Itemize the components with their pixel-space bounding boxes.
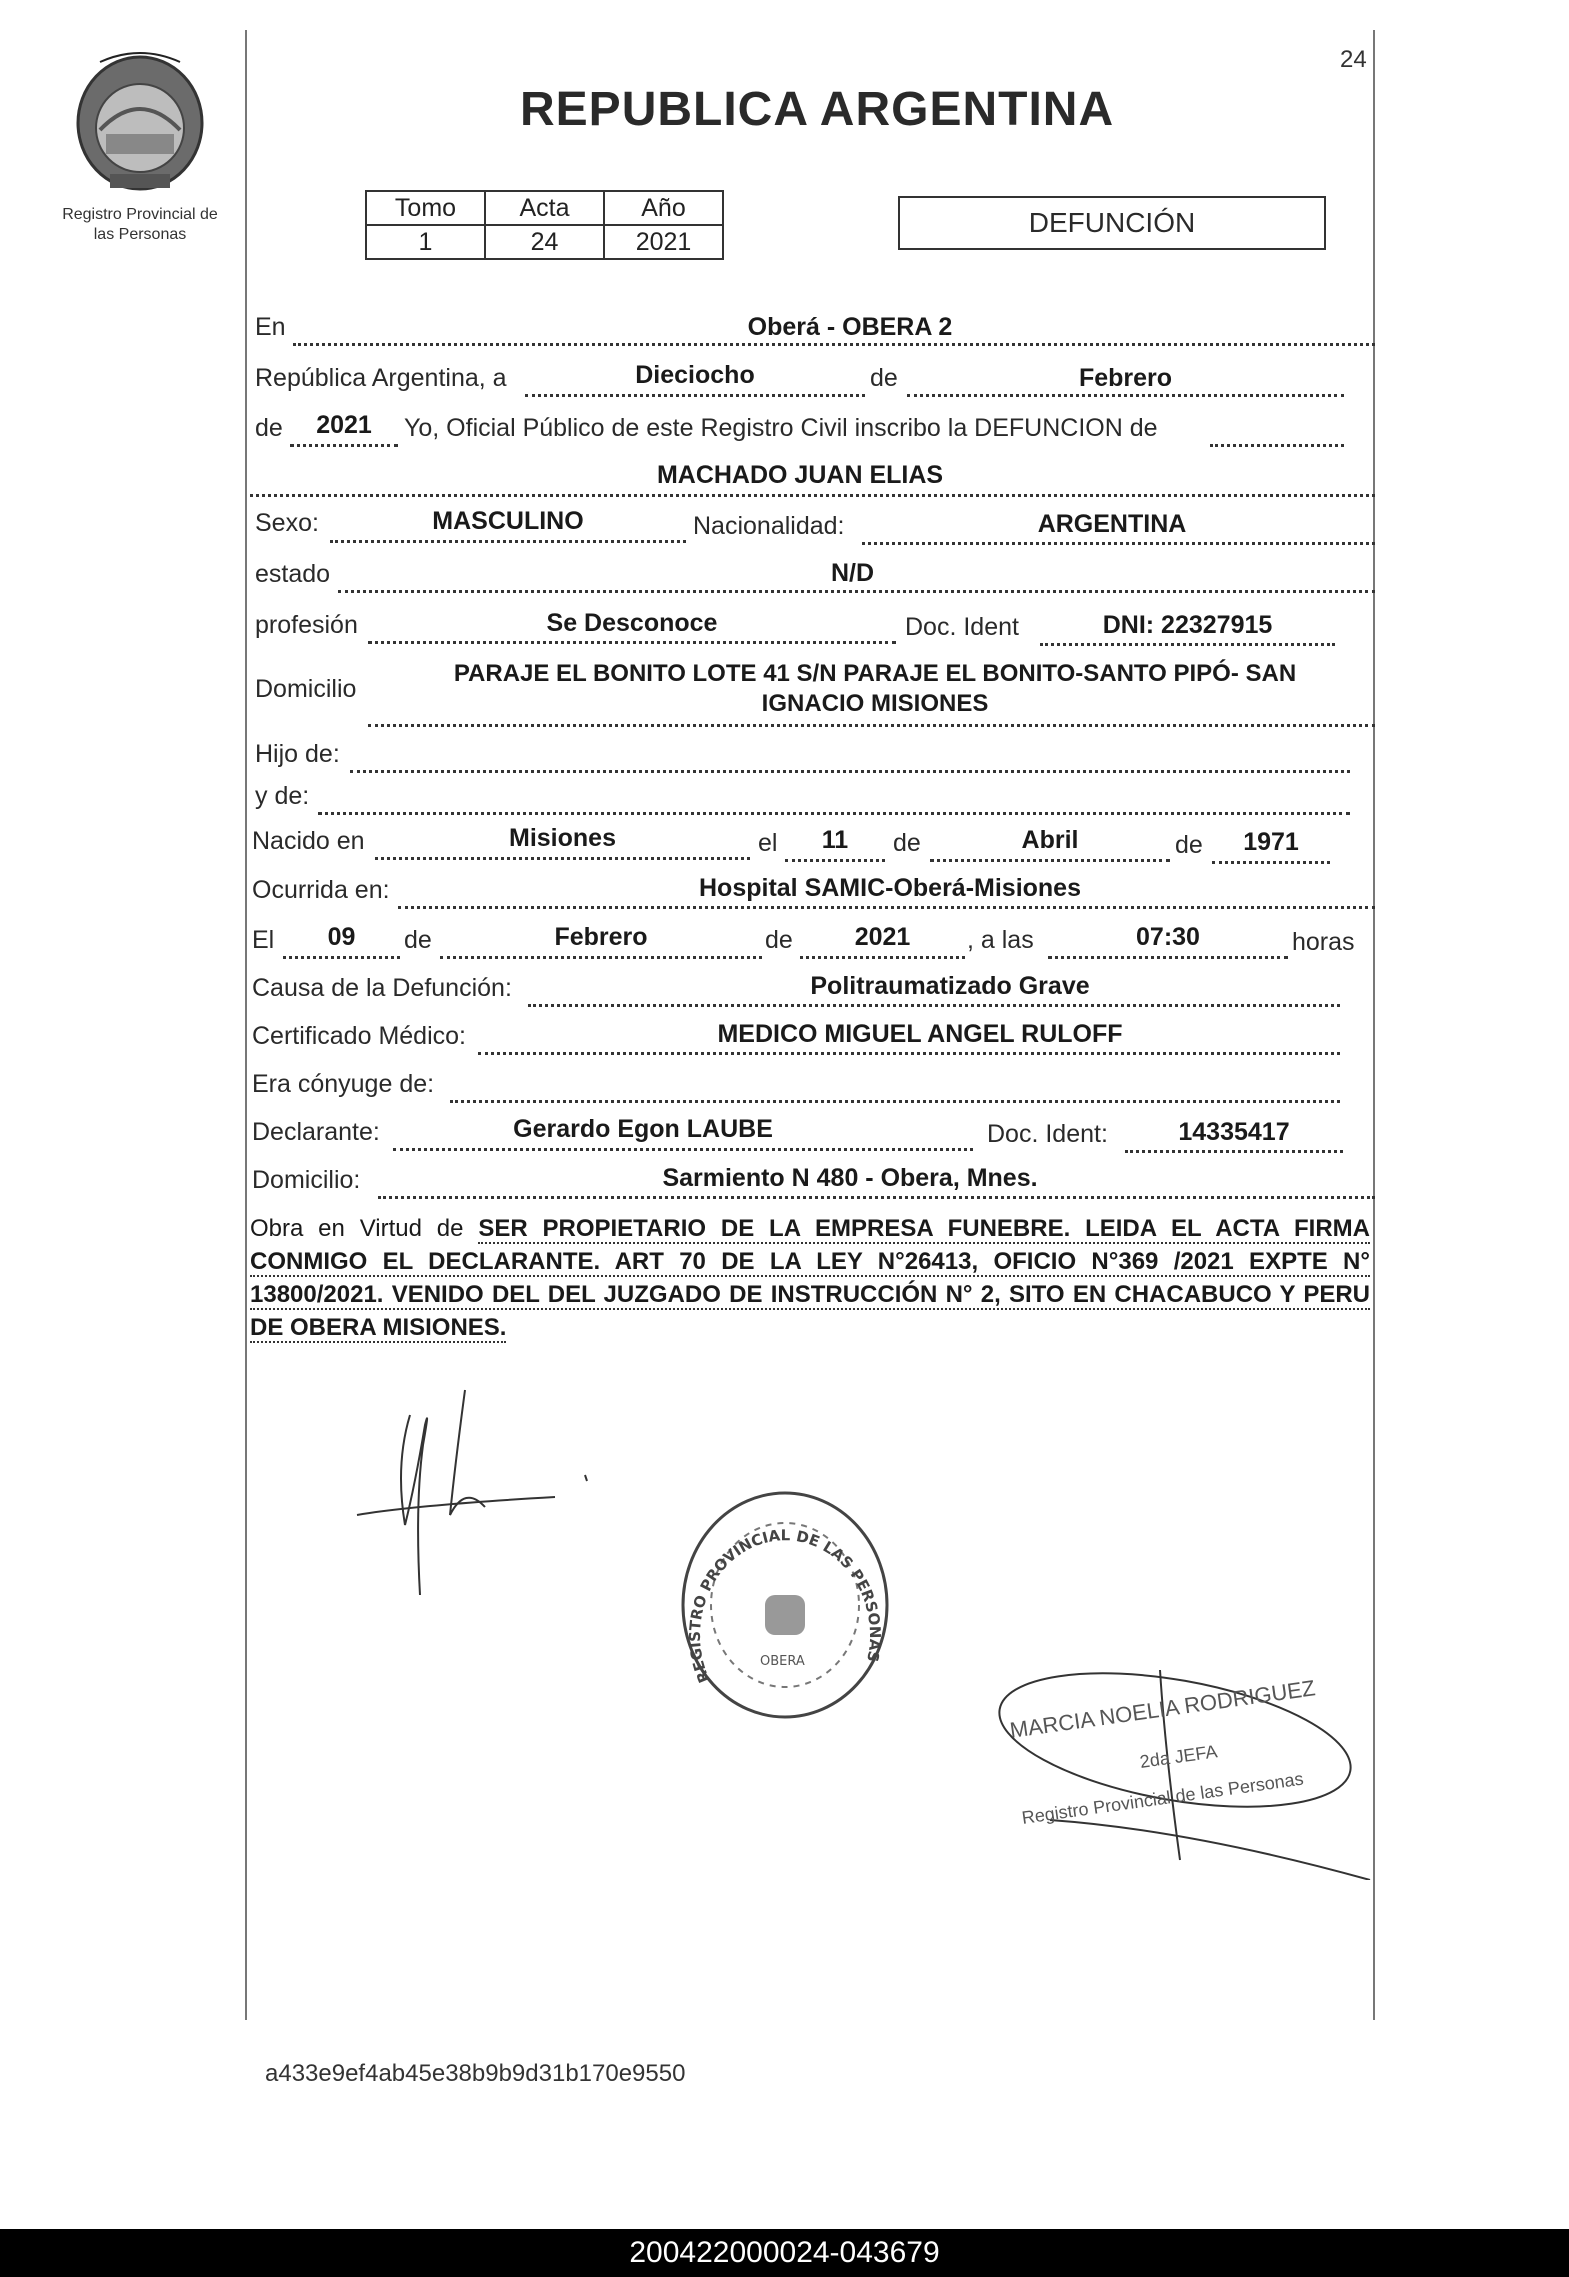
agency-line-1: Registro Provincial de: [62, 206, 218, 223]
label-y-de: y de:: [255, 782, 310, 810]
certificado-value: MEDICO MIGUEL ANGEL RULOFF: [717, 1020, 1123, 1048]
agency-line-2: las Personas: [93, 226, 187, 243]
barcode-bar: [0, 2229, 1569, 2277]
dia-value: Dieciocho: [635, 361, 755, 389]
dots-mes: [907, 394, 1344, 397]
dots-nacido-lugar: [375, 857, 750, 860]
anio-value: 2021: [316, 411, 372, 439]
label-de-mes: de: [893, 829, 921, 857]
country-title: REPUBLICA ARGENTINA: [520, 83, 1115, 136]
domicilio-line-2: IGNACIO MISIONES: [761, 690, 989, 717]
label-conyuge: Era cónyuge de:: [252, 1070, 435, 1098]
label-ocurrida-en: Ocurrida en:: [252, 876, 390, 904]
dots-fallec-hora: [1048, 956, 1288, 959]
registry-table: [365, 190, 724, 260]
anio-value: 2021: [604, 225, 723, 259]
label-certificado: Certificado Médico:: [252, 1022, 466, 1050]
label-obra: Obra en Virtud de: [250, 1215, 464, 1242]
label-estado: estado: [255, 560, 331, 588]
label-en: En: [255, 313, 286, 341]
label-a-las: , a las: [967, 926, 1034, 954]
sexo-value: MASCULINO: [432, 507, 584, 535]
document-type: DEFUNCIÓN: [1028, 207, 1196, 238]
mes-value: Febrero: [1078, 364, 1173, 392]
label-doc-ident-2: Doc. Ident:: [987, 1120, 1108, 1148]
label-nacido-en: Nacido en: [252, 827, 365, 855]
dots-declarante-doc: [1125, 1150, 1343, 1153]
official-org: Registro Provincial de las Personas: [1020, 1768, 1305, 1828]
official-role: 2da JEFA: [1138, 1741, 1219, 1772]
province-seal: [70, 48, 210, 198]
dots-domicilio: [368, 724, 1375, 727]
dots-conyuge: [450, 1100, 1340, 1103]
declarant-signature: [355, 1385, 615, 1610]
dots-nacido-anio: [1212, 861, 1330, 864]
round-stamp-sub: OBERA: [760, 1654, 805, 1669]
ocurrida-value: Hospital SAMIC-Oberá-Misiones: [699, 874, 1081, 902]
acta-value: 24: [485, 225, 604, 259]
label-horas: horas: [1292, 928, 1355, 956]
dots-nacido-dia: [785, 859, 885, 862]
label-doc-ident: Doc. Ident: [905, 613, 1019, 641]
label-de-b: de: [404, 926, 432, 954]
anio-header: Año: [604, 191, 723, 225]
dots-fallec-anio: [800, 956, 965, 959]
dots-certificado: [478, 1052, 1340, 1055]
dots-hijo: [350, 770, 1350, 773]
dots-nacionalidad: [862, 542, 1375, 545]
nacido-dia-value: 11: [821, 826, 849, 854]
fallec-anio-value: 2021: [854, 923, 911, 951]
declarante-domicilio-value: Sarmiento N 480 - Obera, Mnes.: [662, 1164, 1038, 1192]
dots-inscribo: [1210, 444, 1344, 447]
dots-causa: [528, 1004, 1340, 1007]
dots-nacido-mes: [930, 859, 1170, 862]
label-causa: Causa de la Defunción:: [252, 974, 512, 1002]
document-hash: a433e9ef4ab45e38b9b9d31b170e9550: [265, 2060, 686, 2087]
dots-anio: [290, 444, 398, 447]
left-margin-line: [245, 30, 247, 2020]
causa-value: Politraumatizado Grave: [810, 972, 1090, 1000]
label-de-c: de: [765, 926, 793, 954]
official-name: MARCIA NOELIA RODRIGUEZ: [1008, 1675, 1317, 1743]
nombre-value: MACHADO JUAN ELIAS: [656, 461, 944, 489]
obra-text: SER PROPIETARIO DE LA EMPRESA FUNEBRE. LEIDA EL ACTA FIRMA CONMIGO EL DECLARANTE. ART 70 DE LA LEY N°26413, OFICIO N°369 /2021 EXPTE N° 13800/2021. VENIDO DEL DEL JUZGADO DE INSTRUCCIÓN N° 2, SITO EN CHACABUCO Y PERU DE OBERA MISIONES.: [250, 1215, 1370, 1341]
declarante-value: Gerardo Egon LAUBE: [513, 1115, 773, 1143]
round-stamp-text: REGISTRO PROVINCIAL DE LAS PERSONAS: [685, 1526, 885, 1686]
dots-dia: [525, 394, 865, 397]
nacido-mes-value: Abril: [1021, 826, 1079, 854]
dots-sexo: [330, 540, 686, 543]
dots-y-de: [318, 812, 1350, 815]
label-profesion: profesión: [255, 611, 358, 639]
fallec-dia-value: 09: [327, 923, 356, 951]
label-nacionalidad: Nacionalidad:: [693, 512, 845, 540]
dots-fallec-mes: [440, 956, 762, 959]
dots-en: [293, 343, 1375, 346]
doc-value: DNI: 22327915: [1102, 611, 1273, 639]
page-number: 24: [1340, 46, 1367, 73]
official-round-stamp: [670, 1480, 900, 1735]
dots-estado: [338, 590, 1375, 593]
dots-ocurrida: [398, 906, 1375, 909]
dots-profesion: [368, 641, 896, 644]
nacido-anio-value: 1971: [1243, 828, 1299, 856]
label-hijo-de: Hijo de:: [255, 740, 340, 768]
obra-en-virtud: [250, 1212, 1370, 1344]
profesion-value: Se Desconoce: [546, 609, 718, 637]
lugar-value: Oberá - OBERA 2: [747, 313, 953, 341]
label-de-1: de: [870, 364, 898, 392]
declarante-doc-value: 14335417: [1178, 1118, 1290, 1146]
dots-doc: [1040, 643, 1335, 646]
label-domicilio: Domicilio: [255, 675, 357, 703]
label-el-2: El: [252, 926, 275, 954]
fallec-hora-value: 07:30: [1136, 923, 1200, 951]
estado-value: N/D: [830, 559, 875, 587]
label-sexo: Sexo:: [255, 509, 319, 537]
domicilio-line-1: PARAJE EL BONITO LOTE 41 S/N PARAJE EL BONITO-SANTO PIPÓ- SAN: [453, 660, 1297, 687]
tomo-value: 1: [366, 225, 485, 259]
label-declarante: Declarante:: [252, 1118, 380, 1146]
acta-header: Acta: [485, 191, 604, 225]
label-de-2: de: [255, 414, 283, 442]
tomo-header: Tomo: [366, 191, 485, 225]
agency-name: [40, 205, 240, 245]
label-republica: República Argentina, a: [255, 364, 507, 392]
label-domicilio-2: Domicilio:: [252, 1166, 361, 1194]
label-inscribo: Yo, Oficial Público de este Registro Civil inscribo la DEFUNCION de: [404, 414, 1158, 442]
dots-declarante-line: [393, 1148, 973, 1151]
nacionalidad-value: ARGENTINA: [1037, 510, 1187, 538]
document-type-box: [898, 196, 1326, 250]
dots-domicilio-2: [378, 1196, 1375, 1199]
label-el: el: [758, 829, 778, 857]
nacido-lugar-value: Misiones: [509, 824, 616, 852]
fallec-mes-value: Febrero: [554, 923, 648, 951]
label-de-anio: de: [1175, 831, 1203, 859]
dots-fallec-dia: [283, 956, 400, 959]
barcode-text: 200422000024-043679: [629, 2236, 940, 2269]
dots-nombre: [250, 494, 1375, 497]
